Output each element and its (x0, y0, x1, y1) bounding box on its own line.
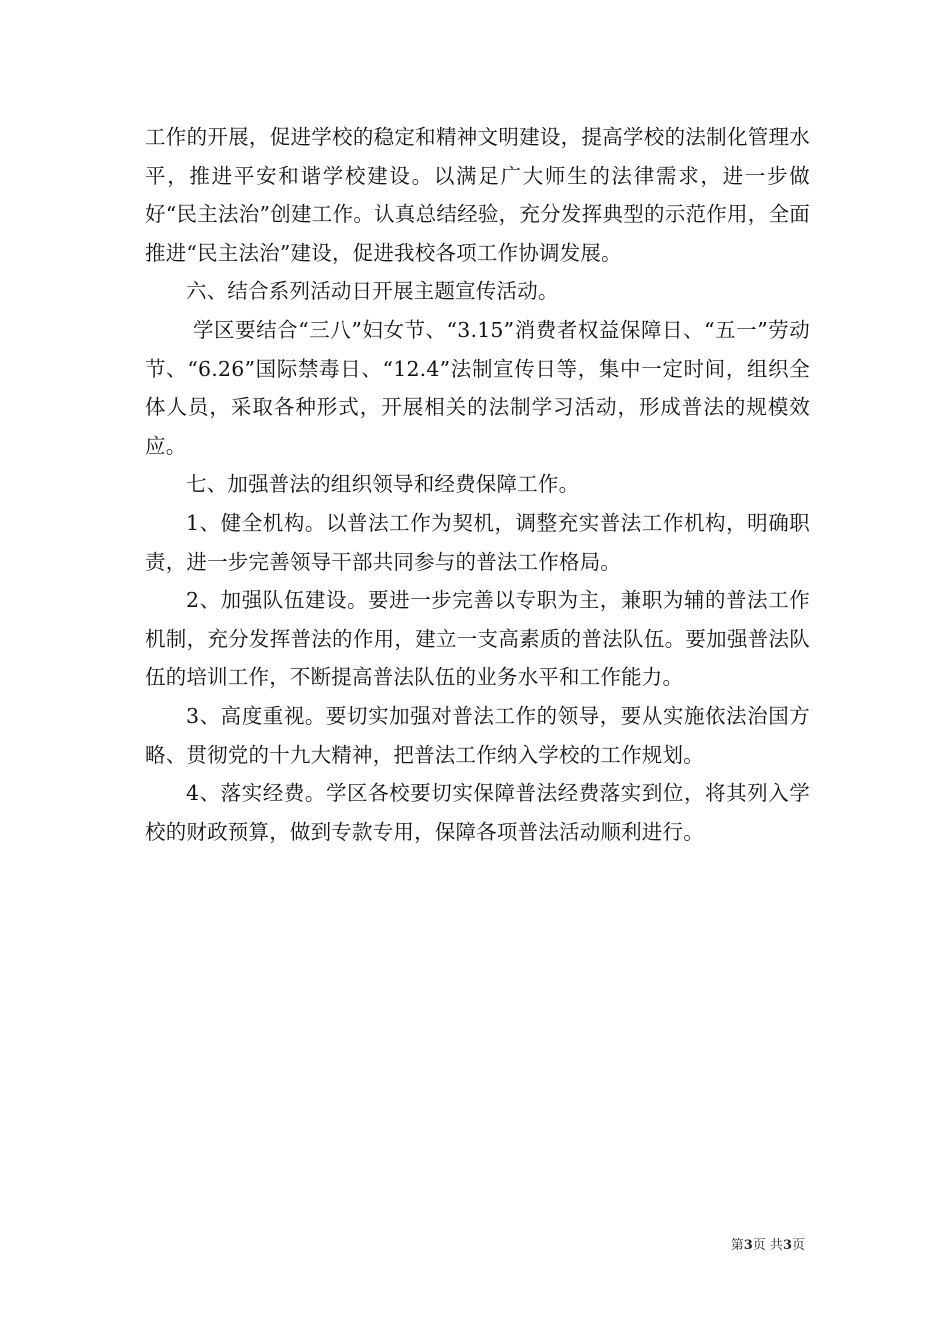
footer-suffix: 页 (791, 1238, 805, 1253)
page-number-footer (731, 1237, 805, 1255)
paragraph-continuation: 工作的开展，促进学校的稳定和精神文明建设，提高学校的法制化管理水平，推进平安和谐学校建设。以满足广大师生的法律需求，进一步做好“民主法治”创建工作。认真总结经验，充分发挥典型的示范作用，全面推进“民主法治”建设，促进我校各项工作协调发展。 (145, 125, 810, 265)
list-item-3: 3、高度重视。要切实加强对普法工作的领导，要从实施依法治国方略、贯彻党的十九大精神，把普法工作纳入学校的工作规划。 (145, 703, 810, 767)
list-item-1: 1、健全机构。以普法工作为契机，调整充实普法工作机构，明确职责，进一步完善领导干部共同参与的普法工作格局。 (145, 510, 810, 574)
footer-middle: 页 共 (752, 1238, 783, 1253)
paragraph-activity-days: 学区要结合“三八”妇女节、“3.15”消费者权益保障日、“五一”劳动节、“6.26”国际禁毒日、“12.4”法制宣传日等，集中一定时间，组织全体人员，采取各种形式，开展相关的法制学习活动，形成普法的规模效应。 (145, 317, 810, 458)
footer-total-pages: 3 (782, 1238, 792, 1253)
list-item-2: 2、加强队伍建设。要进一步完善以专职为主，兼职为辅的普法工作机制，充分发挥普法的作用，建立一支高素质的普法队伍。要加强普法队伍的培训工作，不断提高普法队伍的业务水平和工作能力。 (145, 588, 810, 690)
footer-prefix: 第 (730, 1238, 744, 1253)
document-body (145, 118, 810, 851)
section-heading-seven: 七、加强普法的组织领导和经费保障工作。 (186, 472, 580, 497)
list-item-4: 4、落实经费。学区各校要切实保障普法经费落实到位，将其列入学校的财政预算，做到专款专用，保障各项普法活动顺利进行。 (145, 781, 810, 844)
section-heading-six: 六、结合系列活动日开展主题宣传活动。 (186, 279, 559, 304)
footer-current-page: 3 (743, 1238, 753, 1253)
